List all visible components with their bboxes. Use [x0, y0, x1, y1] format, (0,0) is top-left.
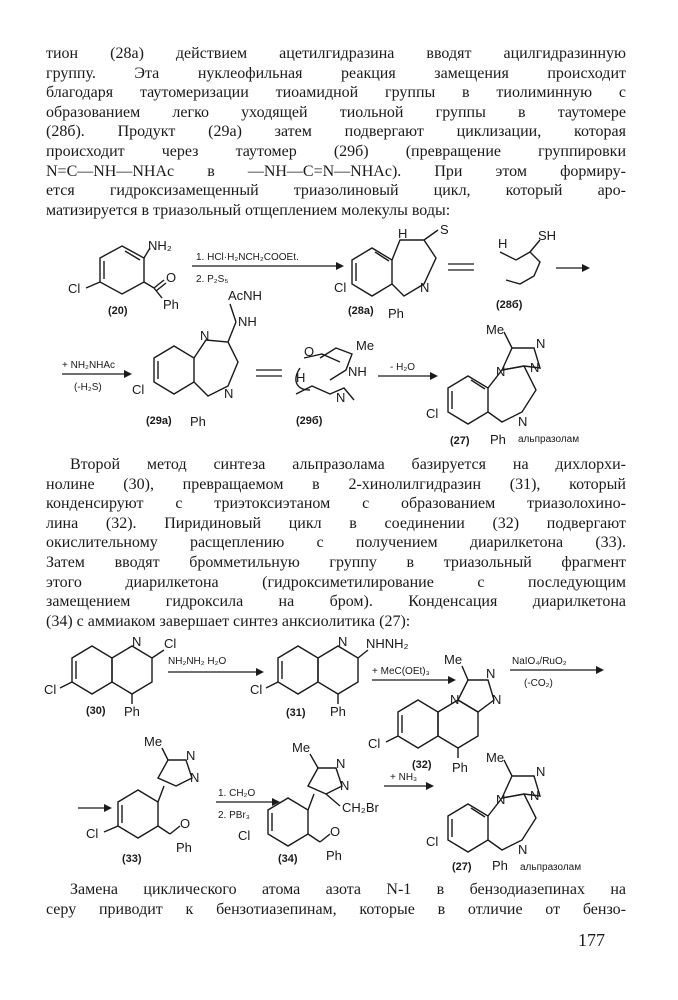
- phenyl-label: Ph: [163, 297, 179, 312]
- methyl-label: Me: [356, 338, 375, 353]
- reagent-step-1: 1. HCl·H₂NCH₂COOEt.: [196, 252, 299, 263]
- compound-20-structure: [86, 246, 166, 298]
- arrowhead: [336, 262, 344, 270]
- text-line: этого диарилкетона (гидроксиметилирование с последующим: [46, 573, 626, 591]
- compound-31-label: (31): [286, 707, 306, 719]
- chloro-label: Cl: [86, 826, 99, 841]
- oxygen-label: O: [304, 344, 315, 359]
- nitrogen-label: N: [530, 360, 540, 375]
- chloro-label: Cl: [368, 736, 381, 751]
- nh-label: H: [398, 226, 408, 241]
- reagent-co2-loss: (-CO₂): [524, 678, 553, 689]
- phenyl-label: Ph: [452, 760, 468, 775]
- chloro-label: Cl: [238, 828, 251, 843]
- compound-30-label: (30): [86, 705, 106, 717]
- chloro-label: Cl: [68, 281, 81, 296]
- reagent-water-loss: - H₂O: [390, 362, 415, 373]
- text-line: конденсируют с триэтоксиэтаном с образованием триазолохино-: [46, 495, 626, 513]
- text-line: замещением гидроксила на бром). Конденсация диарилкетона: [46, 593, 626, 611]
- text-line: матизируется в триазольный отщеплением молекулы воды:: [46, 201, 451, 219]
- chloro-label: Cl: [334, 280, 347, 295]
- methyl-label: Me: [444, 652, 463, 667]
- nitrogen-label: N: [338, 634, 348, 649]
- methyl-label: Me: [486, 750, 505, 765]
- chloro-label: Cl: [164, 636, 177, 651]
- reagent-formaldehyde: 1. CH₂O: [218, 788, 256, 799]
- methyl-label: Me: [486, 322, 505, 337]
- nitrogen-label: N: [536, 336, 546, 351]
- text-line: нолине (30), превращаемом в 2-хинолилгидразин (31), который: [46, 475, 626, 493]
- compound-29a-label: (29а): [146, 415, 172, 427]
- text-line: серу приводит к бензотиазепинам, которые в отличие от бензо-: [46, 900, 626, 918]
- compound-30-structure: [60, 646, 164, 704]
- nitrogen-label: N: [518, 414, 528, 429]
- methyl-label: Me: [144, 734, 163, 749]
- phenyl-label: Ph: [124, 704, 140, 719]
- reagent-byproduct: (-H₂S): [74, 382, 102, 393]
- h-label: H: [296, 370, 306, 385]
- methyl-label: Me: [292, 740, 311, 755]
- reagent-step-2: 2. P₂S₅: [196, 274, 229, 285]
- sulfur-label: S: [440, 222, 449, 237]
- text-line: тион (28а) действием ацетилгидразина вводят ацилгидразинную: [46, 45, 626, 62]
- reagent-pbr3: 2. PBr₃: [218, 810, 250, 821]
- paragraph-1: [46, 44, 626, 220]
- compound-32-label: (32): [412, 759, 432, 771]
- nitrogen-label: N: [486, 666, 496, 681]
- nitrogen-label: N: [132, 634, 142, 649]
- compound-34-label: (34): [278, 853, 298, 865]
- chloro-label: Cl: [426, 406, 439, 421]
- text-line: ется гидроксизамещенный триазолиновый цикл, который аро-: [46, 182, 626, 200]
- nitrogen-label: N: [200, 328, 210, 343]
- compound-33-label: (33): [122, 853, 142, 865]
- chloro-label: Cl: [44, 682, 57, 697]
- reaction-scheme-1: [0, 222, 678, 450]
- nitrogen-label: N: [492, 692, 502, 707]
- text-line: (34) с аммиаком завершает синтез анксиолитика (27):: [46, 612, 411, 630]
- text-line: группу. Эта нуклеофильная реакция замещения происходит: [46, 64, 626, 82]
- compound-29b-label: (29б): [296, 415, 323, 427]
- nh-label: NH: [348, 364, 367, 379]
- compound-27-structure: [448, 332, 540, 424]
- compound-31-structure: [266, 646, 368, 704]
- paragraph-2: [46, 455, 626, 631]
- text-line: Затем вводят бромметильную группу в триазольный фрагмент: [46, 553, 626, 571]
- reagent-oxidant: NaIO₄/RuO₂: [512, 656, 567, 667]
- paragraph-3: [46, 880, 626, 919]
- phenyl-label: Ph: [190, 414, 206, 429]
- compound-27-label: (27): [450, 435, 470, 447]
- alprazolam-name: альпразолам: [520, 862, 582, 873]
- nitrogen-label: N: [336, 756, 346, 771]
- thiol-label: SH: [538, 228, 557, 243]
- compound-28b-label: (28б): [496, 299, 523, 311]
- nitrogen-label: N: [190, 770, 200, 785]
- compound-33-structure: [104, 748, 192, 838]
- chloro-label: Cl: [132, 382, 145, 397]
- nitrogen-label: N: [536, 764, 546, 779]
- alprazolam-name: альпразолам: [518, 434, 580, 445]
- compound-28a-label: (28а): [348, 305, 374, 317]
- nitrogen-label: N: [420, 280, 430, 295]
- phenyl-label: Ph: [330, 704, 346, 719]
- text-line: N=C—NH—NHAc в —NH—C=N—NHAc). При этом формиру-: [46, 162, 626, 180]
- nitrogen-label: N: [496, 364, 506, 379]
- nitrogen-label: N: [450, 692, 460, 707]
- text-line: Второй метод синтеза альпразолама базируется на дихлорхи-: [70, 456, 626, 473]
- phenyl-label: Ph: [176, 840, 192, 855]
- reagent-step-3: + NH₂NHAc: [62, 360, 116, 371]
- reaction-scheme-2: [0, 630, 678, 875]
- chloro-label: Cl: [250, 682, 263, 697]
- text-line: (28б). Продукт (29а) затем подвергают циклизации, которая: [46, 123, 626, 141]
- nitrogen-label: N: [530, 788, 540, 803]
- hydrazinyl-label: NHNH₂: [366, 636, 409, 651]
- reagent-hydrazine: NH₂NH₂ H₂O: [168, 656, 227, 667]
- text-line: лина (32). Пиридиновый цикл в соединении (32) подвергают: [46, 514, 626, 532]
- reagent-orthoester: + MeC(OEt)₃: [372, 666, 430, 677]
- nitrogen-label: N: [496, 792, 506, 807]
- phenyl-label: Ph: [326, 848, 342, 863]
- text-line: благодаря таутомеризации тиоамидной группы в тиолиминную с: [46, 84, 626, 102]
- page-number: 177: [578, 930, 605, 950]
- reagent-ammonia: + NH₃: [390, 772, 418, 783]
- bromomethyl-label: CH₂Br: [342, 800, 379, 815]
- text-line: окислительному расщеплению с получением диарилкетона (33).: [46, 534, 626, 552]
- chloro-label: Cl: [426, 834, 439, 849]
- compound-27-label: (27): [452, 861, 472, 873]
- phenyl-label: Ph: [490, 432, 506, 447]
- nitrogen-label: N: [340, 778, 350, 793]
- nitrogen-label: N: [518, 842, 528, 857]
- nitrogen-label: N: [186, 748, 196, 763]
- h-label: H: [498, 236, 508, 251]
- phenyl-label: Ph: [492, 858, 508, 873]
- acnh-label: AcNH: [228, 288, 262, 303]
- compound-29a-structure: [154, 304, 238, 396]
- compound-20-label: (20): [108, 305, 128, 317]
- nitrogen-label: N: [224, 386, 234, 401]
- nh-label: NH: [238, 314, 257, 329]
- text-line: образованием легко уходящей тиольной группы в таутомере: [46, 103, 626, 121]
- text-line: происходит через таутомер (29б) (превращение группировки: [46, 142, 626, 160]
- amino-label: NH₂: [148, 238, 172, 253]
- oxygen-label: O: [180, 816, 191, 831]
- nitrogen-label: N: [336, 390, 346, 405]
- phenyl-label: Ph: [388, 306, 404, 321]
- oxygen-label: O: [166, 270, 177, 285]
- text-line: Замена циклического атома азота N-1 в бензодиазепинах на: [70, 881, 626, 898]
- oxygen-label: O: [330, 824, 341, 839]
